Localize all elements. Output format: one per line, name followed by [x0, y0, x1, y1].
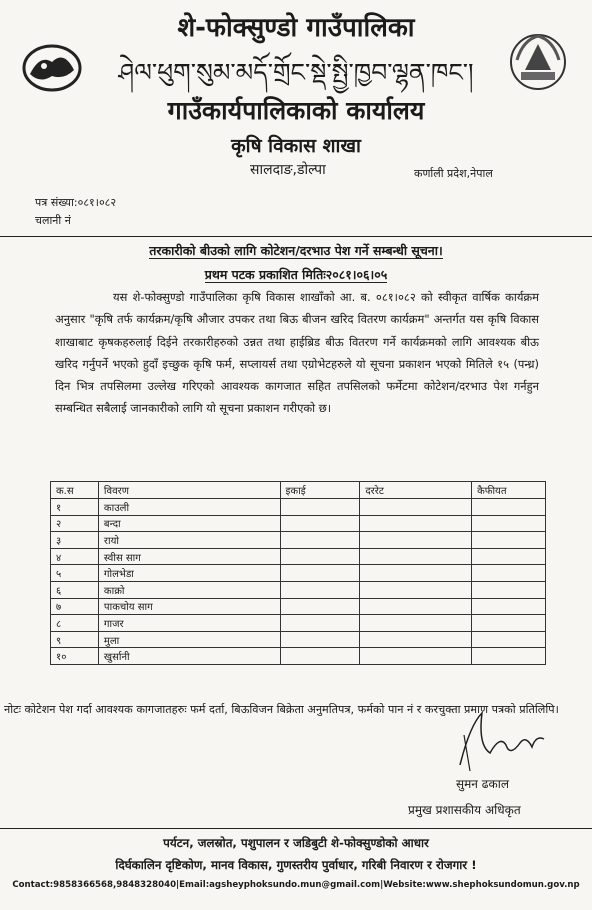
- cell-rate: [360, 548, 472, 565]
- table-row: [51, 598, 546, 615]
- header-unit: इकाई: [280, 482, 360, 499]
- cell-rate: [360, 598, 472, 615]
- cell-remarks: [472, 532, 546, 549]
- cell-remarks: [472, 565, 546, 582]
- cell-serial: ८: [51, 615, 99, 632]
- signer-title: प्रमुख प्रशासकीय अधिकृत: [408, 803, 521, 817]
- cell-serial: ६: [51, 581, 99, 598]
- cell-rate: [360, 648, 472, 665]
- notice-body: यस शे-फोक्सुण्डो गाउँपालिका कृषि विकास शाखाँको आ. ब. ०८१।०८२ को स्वीकृत वार्षिक कार्यक्रम अनुसार "कृषि तर्फ कार्यक्रम/कृषि औजार उपकर तथा बिऊ बीजन खरिद वितरण कार्यक्रम" अन्तर्गत यस कृषि विकास शाखाबाट कृषकहरुलाई दिईने तरकारीहरुको उन्नत तथा हाईब्रिड बीऊ वितरण गर्ने कार्यक्रमको लागि आवश्यक बीऊ खरिद गर्नुपर्ने भएको हुदाँ इच्छुक कृषि फर्म, सप्लायर्स तथा एग्रोभेटहरुले यो सूचना प्रकाशन भएको मितिले १५ (पन्ध्र) दिन भित्र तपसिलमा उल्लेख गरिएको आवश्यक कागजात सहित तपसिलको फर्मेटमा कोटेशन/दरभाउ पेश गर्नहुन सम्बन्धित सबैलाई जानकारीको लागि यो सूचना प्रकाशन गरीएको छ।: [55, 290, 539, 416]
- table-header-row: [51, 482, 546, 499]
- municipality-name: शे-फोक्सुण्डो गाउँपालिका: [177, 13, 415, 43]
- cell-remarks: [472, 598, 546, 615]
- cell-rate: [360, 532, 472, 549]
- cell-unit: [280, 499, 360, 516]
- cell-unit: [280, 565, 360, 582]
- cell-description: गोलभेडा: [98, 565, 280, 582]
- municipality-name-tibetan: ཤེལ་ཕུག་སུམ་མདོ་གྲོང་སྡེ་སྤྱི་ཁྱབ་ལྷན་ཁང་།: [118, 58, 474, 87]
- footer-contact: Contact:9858366568,9848328040|Email:agsheyphoksundo.mun@gmail.com|Website:www.shephoksundomun.gov.np: [12, 880, 580, 890]
- table-row: [51, 499, 546, 516]
- table-row: [51, 548, 546, 565]
- header-divider: [0, 236, 592, 237]
- cell-unit: [280, 581, 360, 598]
- table-row: [51, 631, 546, 648]
- table-row: [51, 565, 546, 582]
- cell-description: बन्दा: [98, 515, 280, 532]
- cell-unit: [280, 548, 360, 565]
- signer-name: सुमन ढकाल: [456, 777, 509, 791]
- notice-subject: [0, 242, 592, 259]
- cell-description: काउली: [98, 499, 280, 516]
- office-address: सालदाङ,डोल्पा: [250, 162, 326, 178]
- section-name: कृषि विकास शाखा: [231, 135, 361, 157]
- cell-description: गाजर: [98, 615, 280, 632]
- footer-slogan-2: दिर्घकालिन दृष्टिकोण, मानव विकास, गुणस्तरीय पुर्वाधार, गरिबी निवारण र रोजगार !: [115, 858, 477, 872]
- office-name: गाउँकार्यपालिकाको कार्यालय: [167, 96, 425, 125]
- cell-serial: ३: [51, 532, 99, 549]
- cell-serial: ७: [51, 598, 99, 615]
- cell-rate: [360, 499, 472, 516]
- cell-unit: [280, 532, 360, 549]
- cell-description: काक्रो: [98, 581, 280, 598]
- cell-remarks: [472, 615, 546, 632]
- cell-remarks: [472, 499, 546, 516]
- cell-remarks: [472, 515, 546, 532]
- cell-description: पाकचोय साग: [98, 598, 280, 615]
- cell-remarks: [472, 581, 546, 598]
- cell-remarks: [472, 548, 546, 565]
- cell-rate: [360, 515, 472, 532]
- cell-description: स्वीस साग: [98, 548, 280, 565]
- publish-date-text: प्रथम पटक प्रकाशित मितिः२०८१।०६।०५: [204, 267, 388, 282]
- header-rate: दररेट: [360, 482, 472, 499]
- signature-mark: [440, 705, 560, 775]
- cell-rate: [360, 581, 472, 598]
- cell-serial: ९: [51, 631, 99, 648]
- cell-serial: १०: [51, 648, 99, 665]
- cell-unit: [280, 515, 360, 532]
- dispatch-number: चलानी नं: [35, 214, 71, 227]
- note-text: नोटः कोटेशन पेश गर्दा आवश्यक कागजातहरुः फर्म दर्ता, बिऊविजन बिक्रेता अनुमतिपत्र, फर्मको पान नं र करचुक्ता प्रमाण पत्रको प्रतिलिपि।: [4, 703, 559, 716]
- header-remarks: कैफीयत: [472, 482, 546, 499]
- cell-rate: [360, 615, 472, 632]
- cell-unit: [280, 631, 360, 648]
- footer-slogan-1: पर्यटन, जलस्रोत, पशुपालन र जडिबुटी शे-फोक्सुण्डोको आधार: [163, 836, 429, 850]
- cell-description: खुर्सानी: [98, 648, 280, 665]
- province-name: कर्णाली प्रदेश,नेपाल: [414, 167, 493, 180]
- cell-description: रायो: [98, 532, 280, 549]
- cell-serial: २: [51, 515, 99, 532]
- cell-description: मुला: [98, 631, 280, 648]
- items-table: [50, 481, 546, 665]
- table-row: [51, 615, 546, 632]
- cell-rate: [360, 631, 472, 648]
- letter-number: पत्र संख्या:०८१।०८२: [35, 196, 117, 209]
- table-row: [51, 648, 546, 665]
- table-row: [51, 532, 546, 549]
- cell-serial: ५: [51, 565, 99, 582]
- cell-remarks: [472, 631, 546, 648]
- cell-unit: [280, 598, 360, 615]
- table-row: [51, 581, 546, 598]
- footer-divider: [0, 828, 592, 829]
- table-row: [51, 515, 546, 532]
- cell-unit: [280, 648, 360, 665]
- notice-subject-text: तरकारीको बीउको लागि कोटेशन/दरभाउ पेश गर्ने सम्बन्धी सूचना।: [149, 243, 443, 258]
- header-serial: क.स: [51, 482, 99, 499]
- cell-unit: [280, 615, 360, 632]
- cell-rate: [360, 565, 472, 582]
- cell-serial: ४: [51, 548, 99, 565]
- cell-remarks: [472, 648, 546, 665]
- cell-serial: १: [51, 499, 99, 516]
- header-description: विवरण: [98, 482, 280, 499]
- publish-date: [0, 266, 592, 283]
